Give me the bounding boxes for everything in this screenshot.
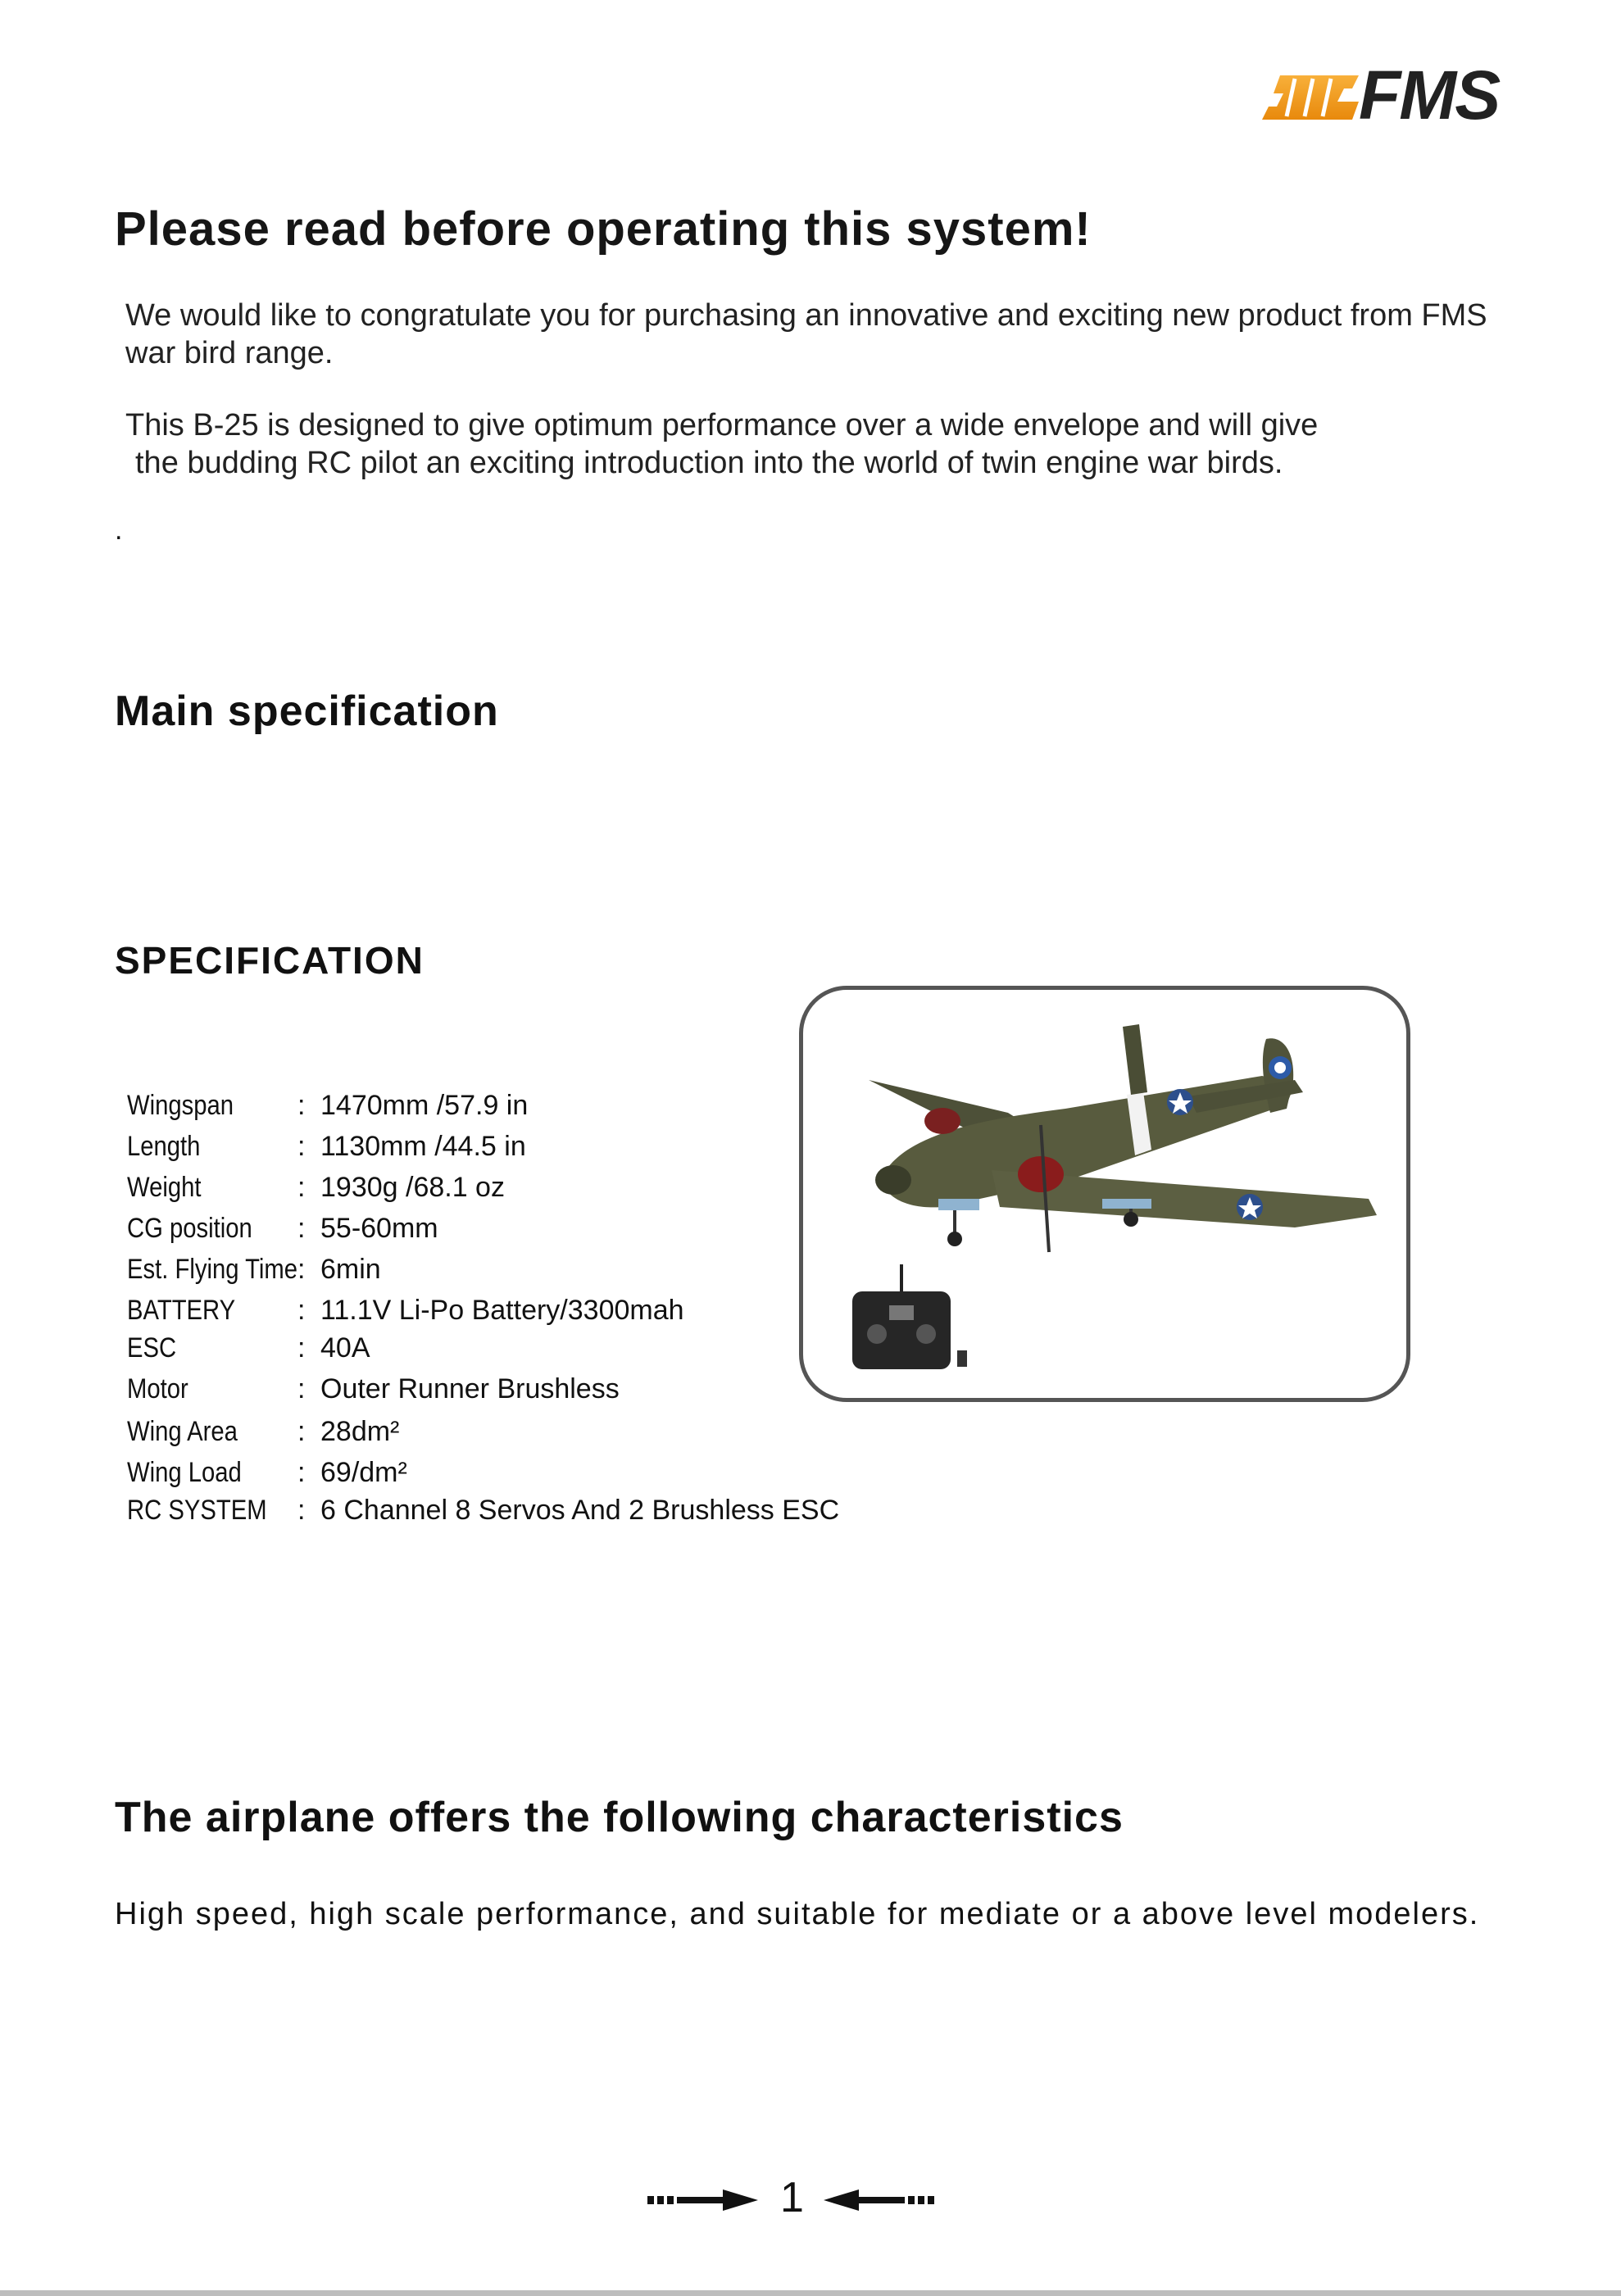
- spec-colon: :: [297, 1254, 306, 1285]
- intro-paragraph-2-line-2: the budding RC pilot an exciting introduction into the world of twin engine war birds.: [135, 446, 1283, 480]
- spec-value: 1930g /68.1 oz: [320, 1172, 505, 1203]
- fms-logo-text: FMS: [1359, 57, 1500, 134]
- page-number: [647, 2170, 934, 2227]
- characteristics-text: High speed, high scale performance, and suitable for mediate or a above level modelers.: [115, 1897, 1480, 1931]
- spec-colon: :: [297, 1295, 306, 1326]
- spec-label: Wing Load: [127, 1457, 242, 1488]
- bottom-border: [0, 2290, 1621, 2296]
- spec-label: Weight: [127, 1172, 202, 1203]
- spec-label: RC SYSTEM: [127, 1495, 267, 1526]
- spec-value: Outer Runner Brushless: [320, 1373, 620, 1404]
- page-number-text: 1: [780, 2174, 804, 2221]
- spec-colon: :: [297, 1416, 306, 1447]
- spec-value: 11.1V Li-Po Battery/3300mah: [320, 1295, 684, 1326]
- specification-heading: SPECIFICATION: [115, 939, 425, 982]
- fms-logo-icon: [1262, 70, 1359, 125]
- intro-paragraph-1: We would like to congratulate you for purchasing an innovative and exciting new product from FMS war bird range.: [125, 298, 1487, 370]
- intro-heading: Please read before operating this system!: [115, 202, 1092, 256]
- spec-value: 40A: [320, 1332, 370, 1364]
- spec-colon: :: [297, 1457, 306, 1488]
- spec-colon: :: [297, 1213, 306, 1244]
- fms-logo: [1262, 57, 1545, 134]
- b25-airplane-image: [803, 990, 1406, 1398]
- spec-label: CG position: [127, 1213, 252, 1244]
- spec-colon: :: [297, 1172, 306, 1203]
- main-specification-heading: Main specification: [115, 687, 499, 735]
- characteristics-heading: The airplane offers the following characteristics: [115, 1794, 1124, 1841]
- transmitter-icon: [852, 1264, 967, 1369]
- product-photo: [799, 986, 1410, 1402]
- spec-label: Wing Area: [127, 1416, 238, 1447]
- intro-paragraph-2: [125, 406, 1519, 482]
- spec-colon: :: [297, 1495, 306, 1526]
- intro-paragraph-2-line-1: This B-25 is designed to give optimum performance over a wide envelope and will give: [125, 408, 1319, 442]
- spec-value: 69/dm²: [320, 1457, 407, 1488]
- spec-label: Motor: [127, 1373, 188, 1404]
- spec-value: 1470mm /57.9 in: [320, 1090, 529, 1121]
- spec-label: ESC: [127, 1332, 177, 1364]
- spec-colon: :: [297, 1332, 306, 1364]
- spec-value: 28dm²: [320, 1416, 400, 1447]
- arrow-left-icon: [824, 2188, 934, 2212]
- spec-label: Est. Flying Time: [127, 1254, 297, 1285]
- spec-label: Length: [127, 1131, 201, 1162]
- spec-value: 6min: [320, 1254, 381, 1285]
- stray-dot: .: [115, 515, 123, 546]
- spec-colon: :: [297, 1373, 306, 1404]
- spec-colon: :: [297, 1131, 306, 1162]
- spec-label: Wingspan: [127, 1090, 234, 1121]
- arrow-right-icon: [647, 2188, 758, 2212]
- spec-value: 6 Channel 8 Servos And 2 Brushless ESC: [320, 1495, 840, 1526]
- spec-value: 1130mm /44.5 in: [320, 1131, 526, 1162]
- spec-value: 55-60mm: [320, 1213, 438, 1244]
- spec-colon: :: [297, 1090, 306, 1121]
- spec-label: BATTERY: [127, 1295, 236, 1326]
